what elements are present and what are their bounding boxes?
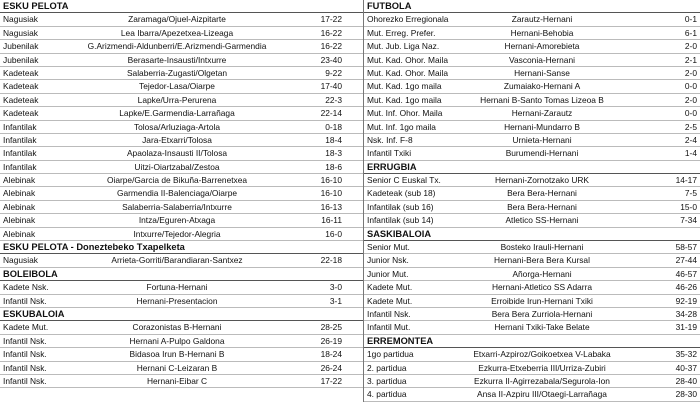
score-cell: 2-5 <box>684 121 697 132</box>
score-cell: 9-22 <box>325 67 342 78</box>
result-row <box>0 121 363 134</box>
result-row <box>0 335 363 348</box>
match-cell: Apaolaza-Insausti II/Tolosa <box>126 148 228 159</box>
match-cell: Urnieta-Hernani <box>512 134 572 145</box>
result-row <box>0 54 363 67</box>
category-cell: Kadete Mut. <box>3 322 49 333</box>
match-cell: Hernani B-Santo Tomas Lizeoa B <box>480 94 604 105</box>
category-cell: Mut. Jub. Liga Naz. <box>367 41 440 52</box>
result-row <box>0 254 363 267</box>
section-esku-pelota <box>0 0 363 241</box>
match-cell: Corazonistas B-Hernani <box>132 322 222 333</box>
result-row <box>0 214 363 227</box>
category-cell: Nagusiak <box>3 27 38 38</box>
match-cell: Intza/Eguren-Atxaga <box>138 215 216 226</box>
result-row <box>0 348 363 361</box>
score-cell: 35-32 <box>675 349 697 360</box>
score-cell: 16-0 <box>325 228 342 239</box>
result-row <box>364 40 700 53</box>
result-row <box>0 228 363 241</box>
category-cell: Infantilak <box>3 134 37 145</box>
result-row <box>364 295 700 308</box>
result-row <box>0 94 363 107</box>
result-row <box>0 201 363 214</box>
match-cell: Hernani C-Leizaran B <box>136 362 218 373</box>
match-cell: Ezkurra-Etxeberria III/Urriza-Zubiri <box>478 362 606 373</box>
result-row <box>364 362 700 375</box>
category-cell: Infantilak (sub 14) <box>367 215 434 226</box>
score-cell: 46-26 <box>675 282 697 293</box>
result-row <box>364 281 700 294</box>
score-cell: 2-0 <box>684 67 697 78</box>
category-cell: Kadeteak <box>3 94 39 105</box>
match-cell: Tejedor-Lasa/Oiarpe <box>139 81 215 92</box>
result-row <box>364 187 700 200</box>
category-cell: Kadeteak <box>3 67 39 78</box>
score-cell: 3-1 <box>329 295 342 306</box>
section-errugbia <box>364 161 700 228</box>
score-cell: 16-13 <box>320 201 342 212</box>
category-cell: Infantil Nsk. <box>3 295 47 306</box>
match-cell: G.Arizmendi-Aldunberri/E.Arizmendi-Garmendia <box>87 41 267 52</box>
section-title: SASKIBALOIA <box>364 228 700 241</box>
match-cell: Hernani-Mundarro B <box>504 121 580 132</box>
category-cell: Alebinak <box>3 175 36 186</box>
match-cell: Bera Bera-Hernani <box>507 201 577 212</box>
match-cell: Hernani A-Pulpo Galdona <box>129 335 225 346</box>
category-cell: 3. partidua <box>367 375 407 386</box>
category-cell: Alebinak <box>3 228 36 239</box>
score-cell: 2-4 <box>684 134 697 145</box>
section-erremontea <box>364 335 700 402</box>
match-cell: Tolosa/Arluziaga-Artola <box>133 121 221 132</box>
score-cell: 17-40 <box>320 81 342 92</box>
score-cell: 7-5 <box>684 188 697 199</box>
match-cell: Jara-Etxarri/Tolosa <box>142 134 212 145</box>
match-cell: Hernani Txiki-Take Belate <box>494 322 590 333</box>
result-row <box>364 107 700 120</box>
score-cell: 28-30 <box>675 389 697 400</box>
score-cell: 28-25 <box>320 322 342 333</box>
category-cell: Mut. Inf. Ohor. Maila <box>367 108 443 119</box>
result-row <box>364 268 700 281</box>
result-row <box>364 13 700 26</box>
category-cell: Infantil Nsk. <box>3 362 47 373</box>
category-cell: 2. partidua <box>367 362 407 373</box>
score-cell: 2-0 <box>684 94 697 105</box>
section-boleibola <box>0 268 363 308</box>
match-cell: Berasarte-Insausti/Intxurre <box>127 54 227 65</box>
match-cell: Garmendia II-Balenciaga/Oiarpe <box>116 188 238 199</box>
category-cell: Infantil Nsk. <box>3 375 47 386</box>
result-row <box>0 80 363 93</box>
result-row <box>364 201 700 214</box>
score-cell: 16-11 <box>321 215 342 226</box>
score-cell: 18-4 <box>325 134 342 145</box>
score-cell: 7-34 <box>680 215 697 226</box>
match-cell: Añorga-Hernani <box>512 268 572 279</box>
match-cell: Hernani-Zornotzako URK <box>494 175 590 186</box>
match-cell: Hernani-Atletico SS Adarra <box>491 282 593 293</box>
section-title: ERREMONTEA <box>364 335 700 348</box>
match-cell: Hernani-Zarautz <box>511 108 573 119</box>
category-cell: Infantilak <box>3 148 37 159</box>
score-cell: 16-22 <box>320 27 342 38</box>
category-cell: Infantil Mut. <box>367 322 411 333</box>
score-cell: 22-14 <box>320 108 342 119</box>
category-cell: Jubenilak <box>3 41 39 52</box>
category-cell: 4. partidua <box>367 389 407 400</box>
result-row <box>364 27 700 40</box>
score-cell: 0-18 <box>325 121 342 132</box>
match-cell: Ezkurra II-Agirrezabala/Segurola-Ion <box>474 375 610 386</box>
category-cell: Kadete Nsk. <box>3 282 49 293</box>
category-cell: 1go partidua <box>367 349 414 360</box>
section-eskubaloia <box>0 308 363 388</box>
match-cell: Hernani-Behobia <box>510 27 574 38</box>
result-row <box>0 174 363 187</box>
result-row <box>364 321 700 334</box>
match-cell: Etxarri-Azpiroz/Goikoetxea V-Labaka <box>473 349 611 360</box>
right-column <box>364 0 700 402</box>
match-cell: Atletico SS-Hernani <box>505 215 579 226</box>
category-cell: Alebinak <box>3 201 36 212</box>
match-cell: Erroibide Irun-Hernani Txiki <box>491 295 593 306</box>
category-cell: Ohorezko Erregionala <box>367 14 449 25</box>
score-cell: 27-44 <box>675 255 697 266</box>
result-row <box>0 281 363 294</box>
result-row <box>0 134 363 147</box>
match-cell: Arrieta-Gorriti/Barandiaran-Santxez <box>111 255 243 266</box>
match-cell: Lapke/E.Garmendia-Larrañaga <box>119 108 235 119</box>
score-cell: 2-1 <box>684 54 697 65</box>
result-row <box>364 375 700 388</box>
category-cell: Infantil Nsk. <box>367 308 411 319</box>
score-cell: 0-0 <box>684 81 697 92</box>
category-cell: Jubenilak <box>3 54 39 65</box>
category-cell: Infantil Nsk. <box>3 335 47 346</box>
score-cell: 31-19 <box>675 322 697 333</box>
category-cell: Alebinak <box>3 215 36 226</box>
result-row <box>0 13 363 26</box>
score-cell: 16-22 <box>320 41 342 52</box>
score-cell: 18-24 <box>320 349 342 360</box>
category-cell: Kadeteak <box>3 81 39 92</box>
category-cell: Kadeteak <box>3 108 39 119</box>
score-cell: 46-57 <box>675 268 697 279</box>
result-row <box>364 54 700 67</box>
section-title: BOLEIBOLA <box>0 268 363 281</box>
category-cell: Junior Mut. <box>367 268 409 279</box>
score-cell: 58-57 <box>675 242 697 253</box>
category-cell: Kadete Mut. <box>367 295 413 306</box>
match-cell: Hernani-Bera Bera Kursal <box>494 255 590 266</box>
result-row <box>0 147 363 160</box>
category-cell: Infantilak (sub 16) <box>367 201 434 212</box>
match-cell: Uitzi-Oiartzabal/Zestoa <box>134 161 220 172</box>
score-cell: 22-3 <box>325 94 342 105</box>
result-row <box>0 161 363 174</box>
score-cell: 17-22 <box>320 375 342 386</box>
match-cell: Hernani-Amorebieta <box>504 41 580 52</box>
category-cell: Alebinak <box>3 188 36 199</box>
match-cell: Bera Bera-Hernani <box>507 188 577 199</box>
result-row <box>364 174 700 187</box>
category-cell: Senior C Euskal Tx. <box>367 175 441 186</box>
match-cell: Hernani-Sanse <box>514 67 570 78</box>
section-title: ERRUGBIA <box>364 161 700 174</box>
result-row <box>364 214 700 227</box>
result-row <box>364 121 700 134</box>
category-cell: Mut. Erreg. Prefer. <box>367 27 436 38</box>
section-title: ESKUBALOIA <box>0 308 363 321</box>
score-cell: 40-37 <box>675 362 697 373</box>
match-cell: Zaramaga/Ojuel-Aizpitarte <box>128 14 226 25</box>
category-cell: Nagusiak <box>3 255 38 266</box>
match-cell: Lea Ibarra/Apezetxea-Lizeaga <box>120 27 234 38</box>
section-saskibaloia <box>364 228 700 335</box>
result-row <box>364 94 700 107</box>
section-futbola <box>364 0 700 161</box>
category-cell: Senior Mut. <box>367 242 410 253</box>
result-row <box>364 241 700 254</box>
score-cell: 26-24 <box>320 362 342 373</box>
result-row <box>364 80 700 93</box>
match-cell: Bosteko Irauli-Hernani <box>500 242 584 253</box>
category-cell: Mut. Kad. 1go maila <box>367 94 442 105</box>
score-cell: 1-4 <box>684 148 697 159</box>
score-cell: 6-1 <box>684 27 697 38</box>
category-cell: Mut. Kad. Ohor. Maila <box>367 67 448 78</box>
category-cell: Infantil Txiki <box>367 148 412 159</box>
result-row <box>0 67 363 80</box>
category-cell: Nagusiak <box>3 14 38 25</box>
score-cell: 17-22 <box>320 14 342 25</box>
category-cell: Mut. Kad. Ohor. Maila <box>367 54 448 65</box>
score-cell: 28-40 <box>675 375 697 386</box>
category-cell: Kadete Mut. <box>367 282 413 293</box>
category-cell: Junior Nsk. <box>367 255 409 266</box>
match-cell: Hernani-Presentacion <box>136 295 218 306</box>
section-title: ESKU PELOTA - Doneztebeko Txapelketa <box>0 241 363 254</box>
result-row <box>0 321 363 334</box>
score-cell: 14-17 <box>675 175 697 186</box>
match-cell: Bidasoa Irun B-Hernani B <box>129 349 225 360</box>
result-row <box>0 40 363 53</box>
result-row <box>364 147 700 160</box>
category-cell: Mut. Inf. 1go maila <box>367 121 436 132</box>
category-cell: Infantilak <box>3 121 37 132</box>
result-row <box>364 134 700 147</box>
match-cell: Fortuna-Hernani <box>146 282 208 293</box>
score-cell: 18-6 <box>325 161 342 172</box>
score-cell: 18-3 <box>325 148 342 159</box>
match-cell: Lapke/Urra-Perurena <box>137 94 217 105</box>
result-row <box>364 348 700 361</box>
result-row <box>364 308 700 321</box>
category-cell: Kadeteak (sub 18) <box>367 188 436 199</box>
match-cell: Hernani-Eibar C <box>146 375 208 386</box>
section-esku-pelota-doneztebeko-txapelketa <box>0 241 363 268</box>
score-cell: 16-10 <box>320 188 342 199</box>
score-cell: 34-28 <box>675 308 697 319</box>
match-cell: Zarautz-Hernani <box>511 14 573 25</box>
result-row <box>0 362 363 375</box>
match-cell: Vasconia-Hernani <box>509 54 575 65</box>
match-cell: Salaberria-Salaberria/Intxurre <box>122 201 232 212</box>
match-cell: Intxurre/Tejedor-Alegria <box>133 228 221 239</box>
score-cell: 16-10 <box>320 175 342 186</box>
section-title: FUTBOLA <box>364 0 700 13</box>
match-cell: Salaberria-Zugasti/Olgetan <box>126 67 228 78</box>
match-cell: Burumendi-Hernani <box>505 148 579 159</box>
section-title: ESKU PELOTA <box>0 0 363 13</box>
result-row <box>364 254 700 267</box>
score-cell: 15-0 <box>680 201 697 212</box>
match-cell: Oiarpe/Garcia de Bikuña-Barrenetxea <box>106 175 248 186</box>
result-row <box>0 107 363 120</box>
category-cell: Mut. Kad. 1go maila <box>367 81 442 92</box>
score-cell: 0-0 <box>684 108 697 119</box>
match-cell: Zumaiako-Hernani A <box>503 81 581 92</box>
score-cell: 22-18 <box>320 255 342 266</box>
result-row <box>0 375 363 388</box>
score-cell: 92-19 <box>675 295 697 306</box>
category-cell: Infantil Nsk. <box>3 349 47 360</box>
score-cell: 3-0 <box>329 282 342 293</box>
match-cell: Bera Bera Zurriola-Hernani <box>491 308 593 319</box>
result-row <box>364 67 700 80</box>
score-cell: 26-19 <box>320 335 342 346</box>
score-cell: 0-1 <box>684 14 697 25</box>
score-cell: 23-40 <box>320 54 342 65</box>
score-cell: 2-0 <box>684 41 697 52</box>
result-row <box>364 388 700 401</box>
result-row <box>0 187 363 200</box>
category-cell: Infantilak <box>3 161 37 172</box>
result-row <box>0 27 363 40</box>
result-row <box>0 295 363 308</box>
match-cell: Ansa II-Azpiru III/Otaegi-Larrañaga <box>477 389 607 400</box>
category-cell: Nsk. Inf. F-8 <box>367 134 413 145</box>
